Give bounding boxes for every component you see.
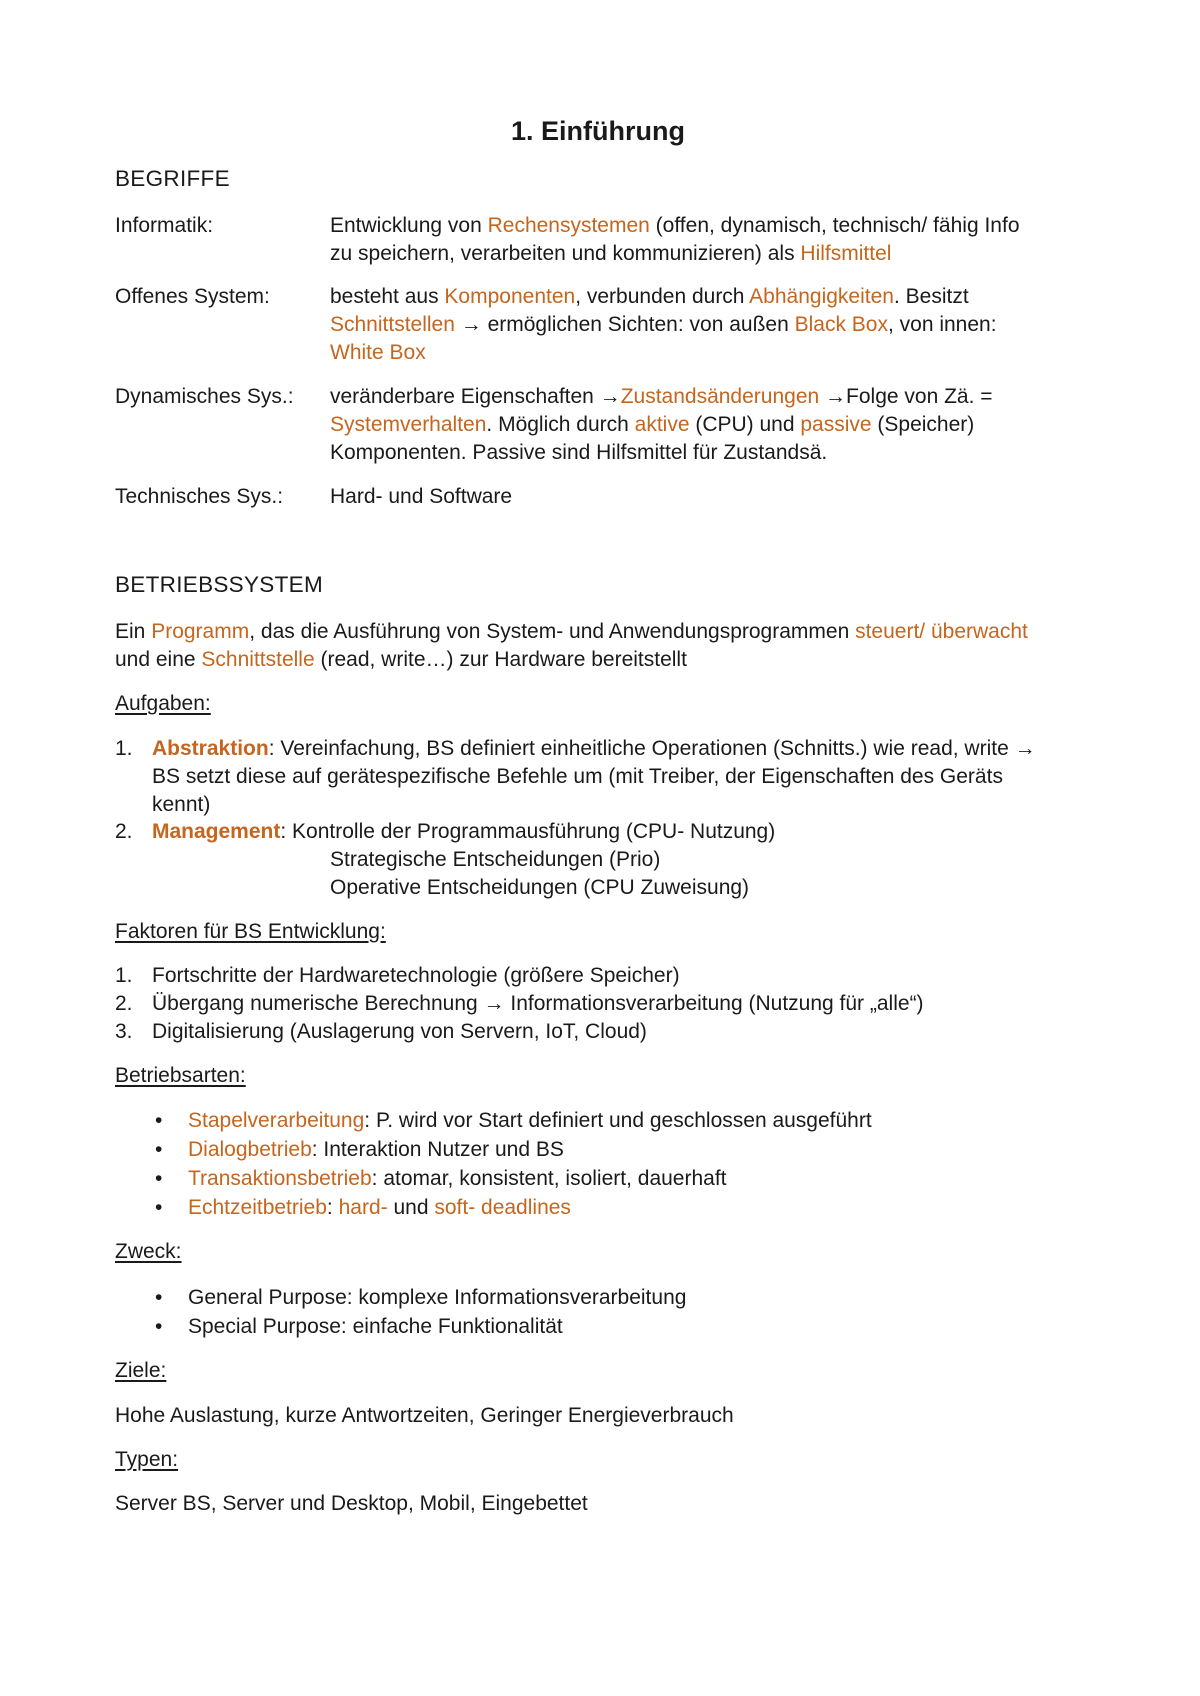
bullet: • xyxy=(155,1138,163,1161)
page-title: 1. Einführung xyxy=(511,116,685,146)
text-run: (CPU) und xyxy=(689,413,801,436)
list-item-management xyxy=(152,818,775,846)
term-def-line xyxy=(330,439,827,467)
highlighted-term: Schnittstellen xyxy=(330,313,455,336)
subheading-betriebsarten: Betriebsarten: xyxy=(115,1064,246,1087)
list-item-special-purpose: Special Purpose: einfache Funktionalität xyxy=(188,1315,563,1338)
term-def-line xyxy=(330,212,1020,240)
list-item: Fortschritte der Hardwaretechnologie (größere Speicher) xyxy=(152,964,680,987)
text-run: BS setzt diese auf gerätespezifische Befehle um (mit Treiber, der Eigenschaften des Geräts xyxy=(152,765,1003,788)
text-run: : P. wird vor Start definiert und geschlossen ausgeführt xyxy=(364,1109,872,1132)
highlighted-term: Stapelverarbeitung xyxy=(188,1109,365,1132)
highlighted-term: Hilfsmittel xyxy=(800,242,892,265)
bullet: • xyxy=(155,1315,163,1338)
text-run: Hard- und Software xyxy=(330,485,513,508)
intro-line xyxy=(115,646,687,674)
list-item: Digitalisierung (Auslagerung von Servern, IoT, Cloud) xyxy=(152,1020,647,1043)
term-def-line xyxy=(330,339,426,367)
list-number: 1. xyxy=(115,964,133,987)
term-label-informatik: Informatik: xyxy=(115,214,214,237)
subheading-zweck: Zweck: xyxy=(115,1240,182,1263)
term-label-technisches-sys: Technisches Sys.: xyxy=(115,485,284,508)
bullet: • xyxy=(155,1109,163,1132)
highlighted-term: Systemverhalten xyxy=(330,413,487,436)
text-run: : atomar, konsistent, isoliert, dauerhaft xyxy=(371,1167,727,1190)
highlighted-term: White Box xyxy=(330,341,426,364)
subheading-aufgaben: Aufgaben: xyxy=(115,692,211,715)
highlighted-term: Abhängigkeiten xyxy=(749,285,894,308)
highlighted-term: Abstraktion xyxy=(152,737,269,760)
list-item-line xyxy=(152,791,210,819)
list-number: 2. xyxy=(115,992,133,1015)
text-run: Entwicklung von xyxy=(330,214,488,237)
text-run: Ein xyxy=(115,620,152,643)
highlighted-term: Echtzeitbetrieb xyxy=(188,1196,327,1219)
list-item-line xyxy=(152,763,1003,791)
text-run: , verbunden durch xyxy=(575,285,750,308)
list-number: 1. xyxy=(115,737,133,760)
highlighted-term: Schnittstelle xyxy=(201,648,315,671)
bullet: • xyxy=(155,1286,163,1309)
highlighted-term: Management xyxy=(152,820,281,843)
text-run: , von innen: xyxy=(887,313,997,336)
term-def-line xyxy=(330,311,997,339)
section-heading-begriffe: BEGRIFFE xyxy=(115,166,230,191)
highlighted-term: Dialogbetrieb xyxy=(188,1138,312,1161)
text-run: → ermöglichen Sichten: von außen xyxy=(454,313,795,336)
term-def-line xyxy=(330,383,993,411)
list-item: Übergang numerische Berechnung → Informationsverarbeitung (Nutzung für „alle“) xyxy=(152,992,924,1015)
highlighted-term: passive xyxy=(800,413,872,436)
management-sub-line: Operative Entscheidungen (CPU Zuweisung) xyxy=(330,876,750,899)
text-run: und xyxy=(387,1196,435,1219)
highlighted-term: Transaktionsbetrieb xyxy=(188,1167,372,1190)
list-item-stapelverarbeitung xyxy=(188,1107,872,1135)
management-sub-line: Strategische Entscheidungen (Prio) xyxy=(330,848,661,871)
text-run: veränderbare Eigenschaften → xyxy=(330,385,621,408)
text-run: →Folge von Zä. = xyxy=(819,385,993,408)
subheading-typen: Typen: xyxy=(115,1448,179,1471)
text-run: : Vereinfachung, BS definiert einheitliche Operationen (Schnitts.) wie read, write → xyxy=(268,737,1036,760)
highlighted-term: steuert/ überwacht xyxy=(855,620,1028,643)
intro-line xyxy=(115,618,1028,646)
term-label-offenes-system: Offenes System: xyxy=(115,285,270,308)
term-label-dynamisches-sys: Dynamisches Sys.: xyxy=(115,385,294,408)
text-run: zu speichern, verarbeiten und kommunizieren) als xyxy=(330,242,801,265)
term-def-line xyxy=(330,240,891,268)
bullet: • xyxy=(155,1196,163,1219)
subheading-ziele: Ziele: xyxy=(115,1359,167,1382)
text-run: , das die Ausführung von System- und Anwendungsprogrammen xyxy=(249,620,856,643)
text-run: (read, write…) zur Hardware bereitstellt xyxy=(314,648,687,671)
highlighted-term: Komponenten xyxy=(444,285,576,308)
highlighted-term: hard- xyxy=(338,1196,388,1219)
term-def-line xyxy=(330,411,974,439)
highlighted-term: Black Box xyxy=(794,313,888,336)
highlighted-term: Programm xyxy=(151,620,250,643)
term-def-line xyxy=(330,283,969,311)
term-def-line xyxy=(330,483,512,511)
text-run: und eine xyxy=(115,648,202,671)
list-item-general-purpose: General Purpose: komplexe Informationsverarbeitung xyxy=(188,1286,687,1309)
highlighted-term: aktive xyxy=(634,413,690,436)
list-number: 3. xyxy=(115,1020,133,1043)
text-run: besteht aus xyxy=(330,285,445,308)
list-item-abstraktion xyxy=(152,735,1036,763)
list-item-dialogbetrieb xyxy=(188,1136,564,1164)
highlighted-term: Rechensystemen xyxy=(487,214,650,237)
text-run: kennt) xyxy=(152,793,211,816)
text-run: : Kontrolle der Programmausführung (CPU- Nutzung) xyxy=(280,820,776,843)
text-run: . Möglich durch xyxy=(486,413,635,436)
list-number: 2. xyxy=(115,820,133,843)
text-run: (offen, dynamisch, technisch/ fähig Info xyxy=(649,214,1020,237)
typen-text: Server BS, Server und Desktop, Mobil, Eingebettet xyxy=(115,1492,588,1515)
text-run: : Interaktion Nutzer und BS xyxy=(311,1138,564,1161)
text-run: : xyxy=(326,1196,339,1219)
subheading-faktoren: Faktoren für BS Entwicklung: xyxy=(115,920,386,943)
bullet: • xyxy=(155,1167,163,1190)
section-heading-betriebssystem: BETRIEBSSYSTEM xyxy=(115,572,323,597)
list-item-transaktionsbetrieb xyxy=(188,1165,727,1193)
highlighted-term: Zustandsänderungen xyxy=(620,385,820,408)
list-item-echtzeitbetrieb xyxy=(188,1194,571,1222)
highlighted-term: soft- deadlines xyxy=(434,1196,571,1219)
text-run: . Besitzt xyxy=(893,285,969,308)
text-run: Komponenten. Passive sind Hilfsmittel für Zustandsä. xyxy=(330,441,828,464)
ziele-text: Hohe Auslastung, kurze Antwortzeiten, Geringer Energieverbrauch xyxy=(115,1404,734,1427)
text-run: (Speicher) xyxy=(871,413,975,436)
